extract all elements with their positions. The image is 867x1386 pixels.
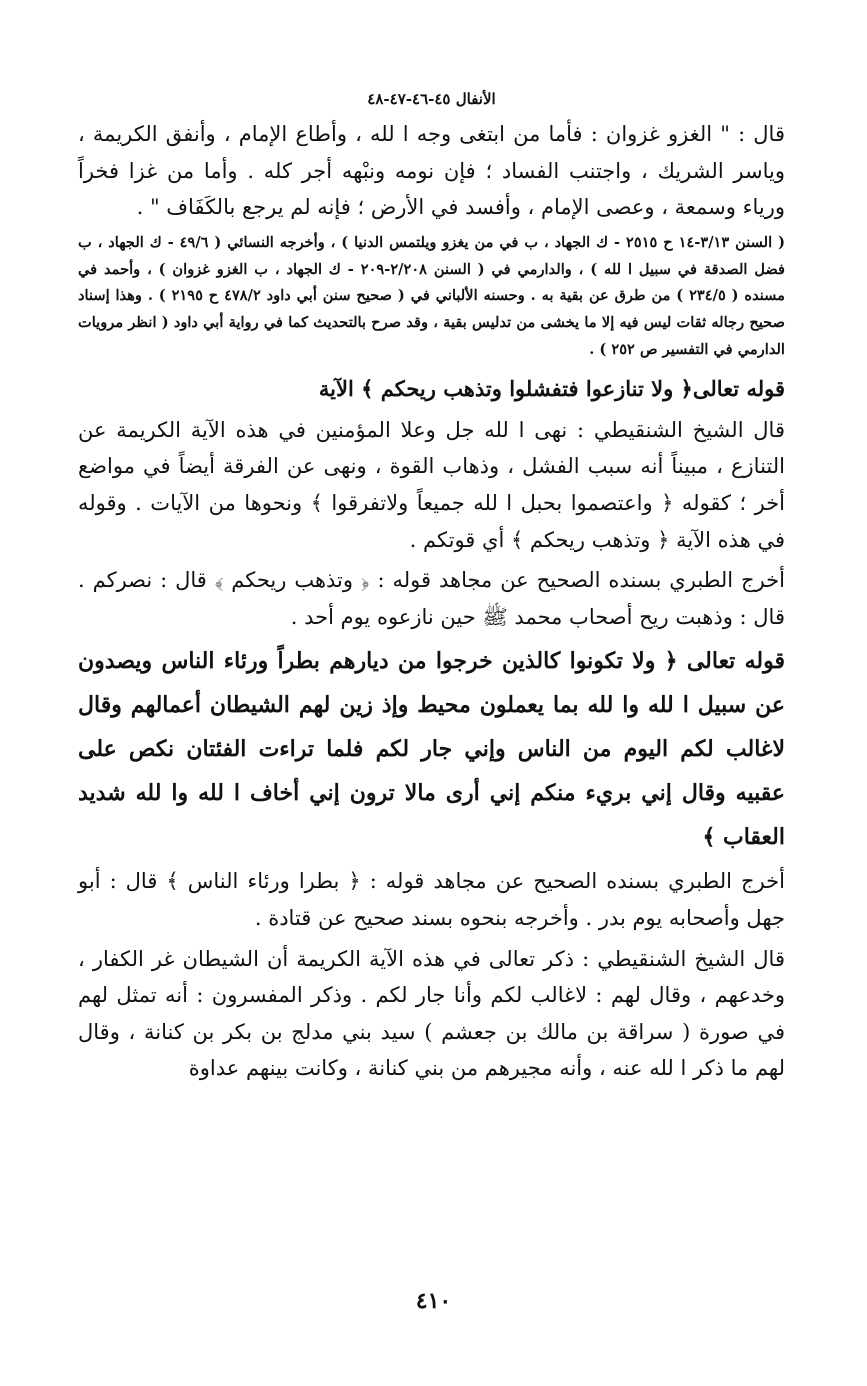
hadith-paragraph: قال : " الغزو غزوان : فأما من ابتغى وجه ا لله ، وأطاع الإمام ، وأنفق الكريمة ، وياسر الشريك ، واجتنب الفساد ؛ فإن نومه ونبْهه أجر كله . وأما من غزا فخراً ورياء وسمعة ، وعصى الإمام ، وأفسد في الأرض ؛ فإنه لم يرجع بالكَفَاف " . [78, 122, 785, 220]
page-number: ٤١٠ [415, 1288, 452, 1314]
shanqiti-paragraph-2: قال الشيخ الشنقيطي : ذكر تعالى في هذه الآية الكريمة أن الشيطان غر الكفار ، وخدعهم ، وقال لهم : لاغالب لكم وأنا جار لكم . وذكر المفسرون : أنه تمثل لهم في صورة ( سراقة بن مالك بن جعشم ) سيد بني مدلج بن بكر بن كنانة ، وقال لهم ما ذكر ا لله عنه ، وأنه مجيرهم من بني كنانة ، وكانت بينهم عداوة [78, 946, 785, 1081]
running-header: الأنفال ٤٥-٤٦-٤٧-٤٨ [367, 90, 496, 108]
citation-footnote: ( السنن ٣/١٣-١٤ ح ٢٥١٥ - ك الجهاد ، ب في من يغزو ويلتمس الدنيا ) ، وأخرجه النسائي ( ٤٩/٦ - ك الجهاد ، ب فضل الصدقة في سبيل ا لله ) ، والدارمي في ( السنن ٢/٢٠٨-٢٠٩ - ك الجهاد ، ب الغزو غزوان ) ، وأحمد في مسنده ( ٢٣٤/٥ ) من طرق عن بقية به . وحسنه الألباني في ( صحيح سنن أبي داود ٤٧٨/٢ ح ٢١٩٥ ) . وهذا إسناد صحيح رجاله ثقات ليس فيه إلا ما يخشى من تدليس بقية ، وقد صرح بالتحديث كما في رواية أبي داود ( انظر مرويات الدارمي في التفسير ص ٢٥٢ ) . [78, 233, 786, 358]
verse-heading-1: قوله تعالى﴿ ولا تنازعوا فتفشلوا وتذهب ريحكم ﴾ الآية [318, 375, 785, 401]
tabari-paragraph-2: أخرج الطبري بسنده الصحيح عن مجاهد قوله : ﴿ بطرا ورئاء الناس ﴾ قال : أبو جهل وأصحابه يوم بدر . وأخرجه بنحوه بسند صحيح عن قتادة . [78, 869, 785, 930]
tabari-paragraph-1: أخرج الطبري بسنده الصحيح عن مجاهد قوله : ﴿ وتذهب ريحكم ﴾ قال : نصركم . قال : وذهبت ريح أصحاب محمد ﷺ حين نازعوه يوم أحد . [78, 568, 785, 629]
shanqiti-paragraph-1: قال الشيخ الشنقيطي : نهى ا لله جل وعلا المؤمنين في هذه الآية الكريمة عن التنازع ، مبيناً أنه سبب الفشل ، وذهاب القوة ، ونهى عن الفرقة أيضاً في مواضع أخر ؛ كقوله ﴿ واعتصموا بحبل ا لله جميعاً ولاتفرقوا ﴾ ونحوها من الآيات . وقوله في هذه الآية ﴿ وتذهب ريحكم ﴾ أي قوتكم . [78, 417, 785, 552]
verse-heading-2: قوله تعالى ﴿ ولا تكونوا كالذين خرجوا من ديارهم بطراً ورئاء الناس ويصدون عن سبيل ا لله وا لله بما يعملون محيط وإذ زين لهم الشيطان أعمالهم وقال لاغالب لكم اليوم من الناس وإني جار لكم فلما تراءت الفئتان نكص على عقبيه وقال إني بريء منكم إني أرى مالا ترون إني أخاف ا لله وا لله شديد العقاب ﴾ [78, 648, 785, 851]
